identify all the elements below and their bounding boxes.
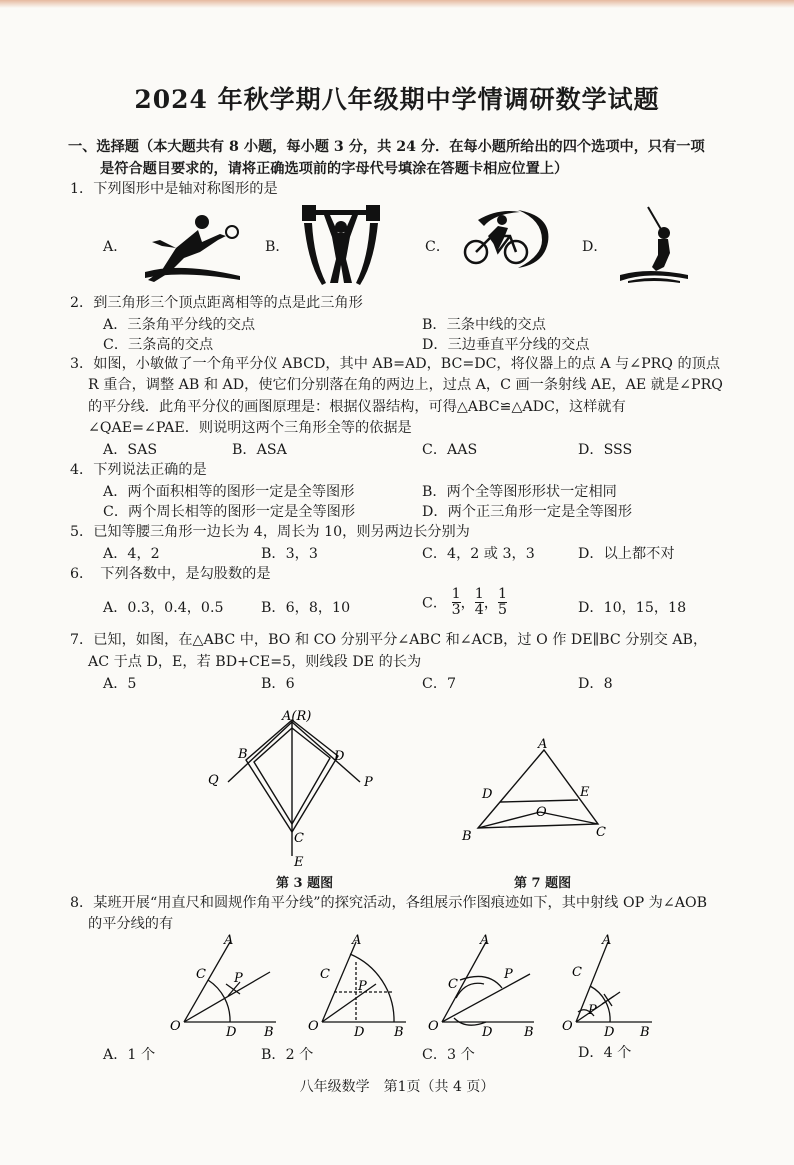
q7-stem-line1: 7．已知，如图，在△ABC 中，BO 和 CO 分别平分∠ABC 和∠ACB，过 O 作 DE∥BC 分别交 AB，: [70, 632, 708, 648]
fig7-label-a: A: [538, 737, 548, 752]
q7-stem-line2: AC 于点 D，E，若 BD+CE=5，则线段 DE 的长为: [88, 654, 422, 670]
q8-fig4-label-o: O: [562, 1019, 573, 1034]
q8-figure-4: [560, 930, 660, 1038]
q1-cyclist-image: [458, 206, 554, 272]
q8-fig4-label-c: C: [572, 965, 582, 980]
q1-weightlifter-image: [300, 203, 382, 287]
q5-option-b: B．3，3: [261, 546, 318, 562]
fig7-label-d: D: [482, 787, 493, 802]
q7-option-b: B．6: [261, 676, 295, 692]
q8-fig2-label-p: P: [358, 979, 367, 994]
fig3-label-e: E: [294, 855, 304, 870]
figure-q7: [458, 732, 618, 844]
q3-stem-line4: ∠QAE=∠PAE．则说明这两个三角形全等的依据是: [88, 420, 412, 436]
fig7-label-e: E: [580, 785, 590, 800]
q8-fig3-label-p: P: [504, 967, 513, 982]
fig7-segment-de: [500, 800, 578, 802]
q6-option-b: B．6，8，10: [261, 600, 351, 616]
q8-figure-2: [306, 930, 416, 1038]
q4-option-d: D．两个正三角形一定是全等图形: [422, 504, 633, 520]
q2-option-c: C．三条高的交点: [103, 337, 214, 353]
fig7-label-o: O: [536, 805, 547, 820]
q1-stem: 1．下列图形中是轴对称图形的是: [70, 181, 278, 197]
figure-q3: [200, 706, 380, 872]
fig3-label-d: D: [334, 749, 345, 764]
q8-stem-line1: 8．某班开展“用直尺和圆规作角平分线”的探究活动，各组展示作图痕迹如下，其中射线 OP 为∠AOB: [70, 895, 708, 911]
q8-option-a: A．1 个: [103, 1047, 156, 1063]
q8-fig4-label-a: A: [602, 933, 612, 948]
q4-option-a: A．两个面积相等的图形一定是全等图形: [103, 484, 355, 500]
fig7-label-b: B: [462, 829, 472, 844]
q2-option-d: D．三边垂直平分线的交点: [422, 337, 590, 353]
q8-fig1-label-p: P: [234, 971, 243, 986]
q8-fig4-label-p: P: [588, 1003, 597, 1018]
q5-option-a: A．4，2: [103, 546, 160, 562]
q8-fig4-label-d: D: [604, 1025, 615, 1038]
q6-fraction-1: [452, 587, 461, 618]
q6-sep-1: ，: [460, 595, 475, 612]
q8-option-d: D．4 个: [578, 1045, 632, 1061]
q6-fraction-3-num: 1: [498, 586, 508, 602]
q8-figure-3: [426, 930, 544, 1038]
q8-option-c: C．3 个: [422, 1047, 475, 1063]
q4-option-b: B．两个全等图形形状一定相同: [422, 484, 617, 500]
q6-option-c-label: C．: [422, 595, 448, 612]
q8-fig2-label-o: O: [308, 1019, 319, 1034]
section1-heading-line2: 是符合题目要求的，请将正确选项前的字母代号填涂在答题卡相应位置上）: [100, 161, 569, 177]
q3-option-a: A．SAS: [103, 442, 158, 458]
q3-stem-line3: 的平分线．此角平分仪的画图原理是：根据仪器结构，可得△ABC≌△ADC，这样就有: [88, 399, 626, 415]
page-title: 2024 年秋学期八年级期中学情调研数学试题: [134, 85, 660, 114]
q6-option-a: A．0.3，0.4，0.5: [103, 600, 224, 616]
q6-stem: 6． 下列各数中，是勾股数的是: [70, 566, 271, 582]
q8-fig3-label-d: D: [482, 1025, 493, 1038]
fig3-label-a: A(R): [282, 709, 312, 724]
q1-option-a: A．: [103, 239, 128, 255]
fig3-label-b: B: [238, 747, 248, 762]
q1-option-d: D．: [582, 239, 608, 255]
q5-stem: 5．已知等腰三角形一边长为 4，周长为 10，则另两边长分别为: [70, 524, 470, 540]
q1-golfer-image: [618, 205, 690, 283]
fig7-segment-co: [540, 812, 598, 824]
q3-option-b: B．ASA: [232, 442, 287, 458]
q8-fig2-label-b: B: [394, 1025, 404, 1038]
q6-fraction-3: [498, 587, 507, 618]
q8-fig3-label-b: B: [524, 1025, 534, 1038]
q3-option-c: C．AAS: [422, 442, 478, 458]
q6-fraction-1-den: 3: [451, 602, 461, 618]
page-edge: [0, 0, 794, 8]
q4-stem: 4．下列说法正确的是: [70, 462, 207, 478]
figure-q7-caption: 第 7 题图: [514, 876, 572, 891]
q2-stem: 2．到三角形三个顶点距离相等的点是此三角形: [70, 295, 363, 311]
q4-option-c: C．两个周长相等的图形一定是全等图形: [103, 504, 356, 520]
q6-option-d: D．10，15，18: [578, 600, 687, 616]
q7-option-c: C．7: [422, 676, 457, 692]
q8-fig3-label-c: C: [448, 977, 458, 992]
q8-fig3-label-o: O: [428, 1019, 439, 1034]
q1-option-b: B．: [265, 239, 290, 255]
fig3-ray-p: [292, 722, 360, 782]
q8-fig3-label-a: A: [480, 933, 490, 948]
q3-stem-line2: R 重合，调整 AB 和 AD，使它们分别落在角的两边上，过点 A，C 画一条射线 AE，AE 就是∠PRQ: [88, 377, 723, 393]
q7-option-a: A．5: [103, 676, 137, 692]
q1-option-c: C．: [425, 239, 451, 255]
q6-sep-2: ，: [483, 595, 499, 612]
q8-fig1-label-b: B: [264, 1025, 274, 1038]
q6-fraction-2-num: 1: [474, 586, 484, 602]
fig3-label-c: C: [294, 831, 304, 846]
q8-fig1-label-a: A: [224, 933, 234, 948]
q6-fraction-1-num: 1: [451, 586, 461, 602]
page-footer: 八年级数学 第1页（共 4 页）: [299, 1079, 495, 1095]
q8-stem-line2: 的平分线的有: [88, 916, 174, 932]
q3-stem-line1: 3．如图，小敏做了一个角平分仪 ABCD，其中 AB=AD，BC=DC，将仪器上的点 A 与∠PRQ 的顶点: [70, 356, 721, 372]
figure-q3-caption: 第 3 题图: [276, 876, 334, 891]
q8-fig1-label-d: D: [226, 1025, 237, 1038]
q2-option-a: A．三条角平分线的交点: [103, 317, 256, 333]
q8-fig2-label-a: A: [352, 933, 362, 948]
q8-fig2-label-d: D: [354, 1025, 365, 1038]
q2-option-b: B．三条中线的交点: [422, 317, 546, 333]
q5-option-d: D．以上都不对: [578, 546, 675, 562]
q8-fig4-label-b: B: [640, 1025, 650, 1038]
q6-fraction-2: [475, 587, 484, 618]
q1-volleyball-player-image: [140, 212, 245, 284]
q6-fraction-3-den: 5: [498, 602, 508, 618]
q8-option-b: B．2 个: [261, 1047, 314, 1063]
q8-fig2-label-c: C: [320, 967, 330, 982]
section1-heading-line1: 一、选择题（本大题共有 8 小题，每小题 3 分，共 24 分．在每小题所给出的四个选项中，只有一项: [68, 139, 705, 155]
q6-option-c: [422, 587, 507, 618]
q8-figure-1: [168, 930, 288, 1038]
fig3-label-p: P: [364, 775, 373, 790]
q3-option-d: D．SSS: [578, 442, 633, 458]
fig7-label-c: C: [596, 825, 606, 840]
q5-option-c: C．4，2 或 3，3: [422, 546, 535, 562]
q7-option-d: D．8: [578, 676, 613, 692]
q6-fraction-2-den: 4: [474, 602, 484, 618]
fig3-label-q: Q: [208, 773, 219, 788]
q8-fig1-label-c: C: [196, 967, 206, 982]
q8-fig1-label-o: O: [170, 1019, 181, 1034]
